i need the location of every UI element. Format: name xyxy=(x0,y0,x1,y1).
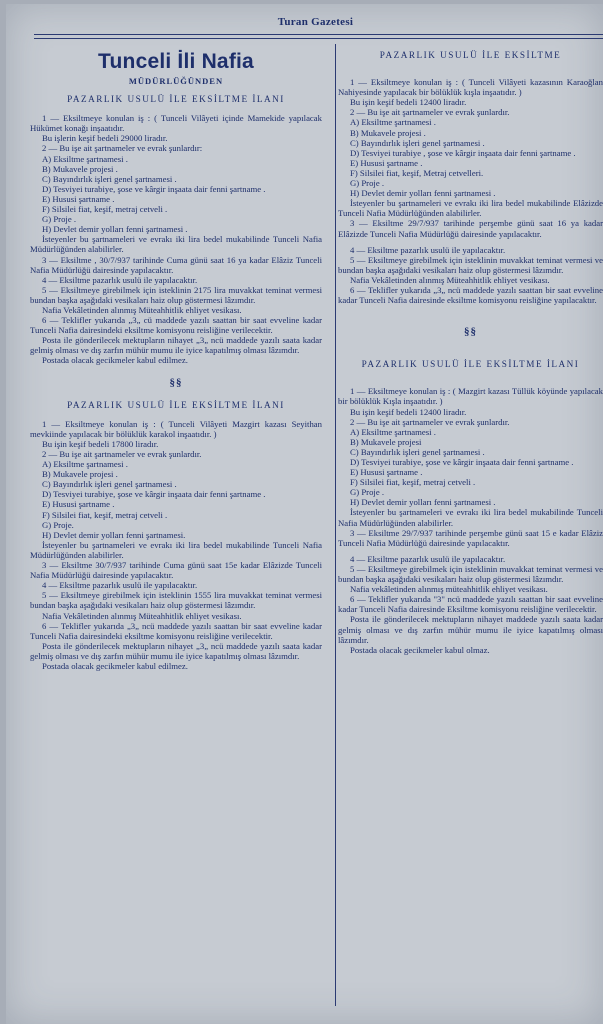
list-item: B) Mukavele projesi . xyxy=(350,127,426,138)
paragraph: 1 — Eksiltmeye konulan iş : ( Tunceli Vilâyeti içinde Mamekide yapılacak Hükümet konağı inşaatıdır. xyxy=(30,113,322,134)
list-item: B) Mukavele projesi . xyxy=(42,469,118,480)
paragraph: 2 — Bu işe ait şartnameler ve evrak şunlardır: xyxy=(42,143,203,154)
list-item: G) Proje. xyxy=(42,519,74,530)
list-item: E) Hususi şartname . xyxy=(42,499,115,510)
paragraph: 3 — Eksiltme 30/7/937 tarihinde Cuma günü saat 15e kadar Elâzizde Tunceli Nafia Müdürlüğü dairesinde yapılacaktır. xyxy=(30,560,322,581)
paragraph: Nafia Vekâletinden alınmış Müteahhitlik ehliyet vesikası. xyxy=(42,610,242,621)
paragraph: Nafia vekâletinden alınmış müteahhitlik ehliyet vesikası. xyxy=(350,584,548,595)
paragraph: İsteyenler bu şartnameleri ve evrakı iki lira bedel mukabilinde Tunceli Nafia Müdürlüğünden alabilirler. xyxy=(338,507,603,528)
paragraph: 4 — Eksiltme pazarlık usulü ile yapılacaktır. xyxy=(42,274,198,285)
paragraph: Bu işlerin keşif bedeli 29000 liradır. xyxy=(42,133,168,144)
notice-3 xyxy=(338,50,603,305)
paragraph: İsteyenler bu şartnameleri ve evrakı iki lira bedel mukabilinde Tunceli Nafia Müdürlüğünden alabilirler. xyxy=(30,539,322,560)
list-item: A) Eksiltme şartnamesi . xyxy=(42,459,128,470)
left-column xyxy=(30,44,322,1009)
section-separator: §§ xyxy=(169,376,183,389)
notice-heading: PAZARLIK USULÜ İLE EKSİLTME İLANI xyxy=(67,94,285,105)
list-item: C) Bayındırlık işleri genel şartnamesi . xyxy=(350,137,485,148)
notice-heading: PAZARLIK USULÜ İLE EKSİLTME xyxy=(379,50,562,60)
paragraph: 3 — Eksiltme , 30/7/937 tarihinde Cuma günü saat 16 ya kadar Elâziz Tunceli Nafia Müdürlüğü dairesinde yapılacaktır. xyxy=(30,254,322,275)
paragraph: Posta ile gönderilecek mektupların nihayet maddede yazılı saata kadar gelmiş olması ve dış zarfın mühür mumu ile iyice kapatılmış olması lâzımdır. xyxy=(338,614,603,645)
list-item: F) Silsilei fiat, keşif, Metraj cetvelleri. xyxy=(350,167,484,178)
paragraph: Bu işin keşif bedeli 12400 liradır. xyxy=(350,97,467,108)
notice-title: Tunceli İli Nafia xyxy=(98,50,254,73)
list-item: D) Tesviyei turabiye , şose ve kârgir inşaata dair fenni şartname . xyxy=(350,147,576,158)
list-item: C) Bayındırlık işleri genel şartnamesi . xyxy=(42,173,177,184)
paragraph: 5 — Eksiltmeye girebilmek için isteklinin 1555 lira muvakkat teminat vermesi bundan başka aşağıdaki vesikaları haiz olup göstermesi lâzımdır. xyxy=(30,590,322,611)
paragraph: Postada olacak gecikmeler kabul edilmez. xyxy=(42,660,188,671)
masthead-rule xyxy=(34,34,603,35)
paragraph: İsteyenler bu şartnameleri ve evrakı iki lira bedel mukabilinde Elâzizde Tunceli Nafia Müdürlüğünden alabilirler. xyxy=(338,198,603,219)
paragraph: 1 — Eksiltmeye konulan iş : ( Mazgirt kazası Tüllük köyünde yapılacak bir bölüklük Kışla inşaatıdır. ) xyxy=(338,386,603,407)
list-item: G) Proje . xyxy=(350,487,385,498)
paragraph: 4 — Eksiltme pazarlık usulü ile yapılacaktır. xyxy=(350,244,506,255)
notice-4 xyxy=(338,359,603,655)
list-item: H) Devlet demir yolları fenni şartnamesi . xyxy=(350,497,496,508)
list-item: D) Tesviyei turabiye, şose ve kârgir inşaata dair fenni şartname . xyxy=(42,489,266,500)
list-item: D) Tesviyei turabiye, şose ve kârgir inşaata dair fenni şartname . xyxy=(42,183,266,194)
notice-2 xyxy=(30,400,322,671)
paragraph: 5 — Eksiltmeye girebilmek için isteklinin muvakkat teminat vermesi ve bundan başka aşağıdaki vesikaları haiz olup göstermesi lâzımdır. xyxy=(338,254,603,275)
paragraph: İsteyenler bu şartnameleri ve evrakı iki lira bedel mukabilinde Tunceli Nafia Müdürlüğünden alabilirler. xyxy=(30,234,322,255)
notice-1 xyxy=(30,94,322,365)
paragraph: Posta ile gönderilecek mektupların nihayet „3„ ncü maddede yazılı saata kadar gelmiş olması ve dış zarfın mühür mumu ile iyice kapatılmış olması lâzımdır. xyxy=(30,335,322,356)
notice-heading: PAZARLIK USULÜ İLE EKSİLTME İLANI xyxy=(67,399,285,410)
paragraph: Bu işin keşif bedeli 12400 liradır. xyxy=(350,406,467,417)
list-item: A) Eksiltme şartnamesi . xyxy=(42,153,128,164)
masthead-rule-2 xyxy=(34,38,603,39)
list-item: H) Devlet demir yolları fenni şartnamesi. xyxy=(42,529,186,540)
paragraph: Nafia Vekâletinden alınmış Müteahhitlik ehliyet vesikası. xyxy=(350,274,550,285)
notice-subtitle: MÜDÜRLÜĞÜNDEN xyxy=(128,76,224,86)
section-separator: §§ xyxy=(464,326,477,339)
list-item: E) Hususi şartname . xyxy=(350,157,423,168)
list-item: E) Hususi şartname . xyxy=(350,467,423,478)
newspaper-masthead: Turan Gazetesi xyxy=(277,16,354,28)
list-item: C) Bayındırlık işleri genel şartnamesi . xyxy=(350,446,485,457)
column-divider xyxy=(335,44,336,1006)
paragraph: Postada olacak gecikmeler kabul edilmez. xyxy=(42,355,188,366)
paragraph: 1 — Eksiltmeye konulan iş : ( Tunceli Vilâyeti Mazgirt kazası Seyithan mevkiinde yapılacak bir bölüklük karakol inşaatıdır. ) xyxy=(30,418,322,439)
notice-heading: PAZARLIK USULÜ İLE EKSİLTME İLANI xyxy=(361,359,580,370)
paragraph: 2 — Bu işe ait şartnameler ve evrak şunlardır. xyxy=(350,416,510,427)
list-item: G) Proje . xyxy=(350,178,385,189)
list-item: A) Eksiltme şartnamesi . xyxy=(350,426,436,437)
paragraph: 3 — Eksiltme 29/7/937 tarihinde perşembe günü saat 15 e kadar Elâziz Tunceli Nafia Müdürlüğü dairesinde yapılacaktır. xyxy=(338,527,603,548)
paragraph: Bu işin keşif bedeli 17800 liradır. xyxy=(42,438,159,449)
paragraph: 5 — Eksiltmeye girebilmek için isteklinin muvakkat teminat vermesi ve bundan başka aşağıdaki vesikaları haiz olup göstermesi lâzımdır. xyxy=(338,563,603,585)
list-item: D) Tesviyei turabiye, şose ve kârgir inşaata dair fenni şartname . xyxy=(350,457,574,467)
list-item: C) Bayındırlık işleri genel şartnamesi . xyxy=(42,479,177,490)
right-column xyxy=(338,44,603,1009)
paragraph: 6 — Teklifler yukarıda „3„ ncü maddede yazılı saattan bir saat evveline kadar Tunceli Nafia dairesinde eksiltme komisyonu reisliğine yapılacaktır. xyxy=(338,284,603,306)
list-item: H) Devlet demir yolları fenni şartnamesi . xyxy=(350,188,496,199)
paragraph: 6 — Teklifler yukarıda "3" ncü maddede yazılı saattan bir saat evveline kadar Tunceli Nafia dairesinde Eksiltme komisyonu reisliğine verilecektir. xyxy=(338,594,603,615)
list-item: F) Silsilei fiat, keşif, metraj cetveli . xyxy=(350,477,476,488)
paragraph: 6 — Teklifler yukarıda „3„ ncü maddede yazılı saattan bir saat evveline kadar Tunceli Nafia dairesindeki eksiltme komisyonu reisliğine verilecektir. xyxy=(30,620,322,641)
list-item: A) Eksiltme şartnamesi . xyxy=(350,117,436,128)
list-item: G) Proje . xyxy=(42,214,77,225)
paragraph: 4 — Eksiltme pazarlık usulü ile yapılacaktır. xyxy=(42,580,198,591)
paragraph: Posta ile gönderilecek mektupların nihayet „3„ ncü maddede yazılı saata kadar gelmiş olması ve dış zarfın mühür mumu ile iyice kapatılmış olması lâzımdır. xyxy=(30,640,322,661)
list-item: F) Silsilei fiat, keşif, metraj cetveli . xyxy=(42,509,168,520)
list-item: F) Silsilei fiat, keşif, metraj cetveli . xyxy=(42,204,168,215)
paragraph: 2 — Bu işe ait şartnameler ve evrak şunlardır. xyxy=(350,107,510,118)
list-item: E) Hususi şartname . xyxy=(42,193,115,204)
paragraph: Postada olacak gecikmeler kabul olmaz. xyxy=(350,644,490,655)
paragraph: 6 — Teklifler yukarıda „3„ cü maddede yazılı saattan bir saat evveline kadar Tunceli Nafia dairesindeki eksiltme komisyonu reisliğine verilecektir. xyxy=(30,315,322,336)
paragraph: 1 — Eksiltmeye konulan iş : ( Tunceli Vilâyeti kazasının Karaoğlan Nahiyesinde yapılacak bir bölüklük kışla inşaatıdır. ) xyxy=(338,77,603,98)
paragraph: 3 — Eksiltme 29/7/937 tarihinde perşembe günü saat 16 ya kadar Elâzizde Tunceli Nafia Müdürlüğü dairesinde yapılacaktır. xyxy=(338,218,603,239)
paragraph: 2 — Bu işe ait şartnameler ve evrak şunlardır. xyxy=(42,449,202,459)
paragraph: Nafia Vekâletinden alınmış Müteahhitlik ehliyet vesikası. xyxy=(42,304,242,315)
list-item: B) Mukavele projesi xyxy=(350,436,422,447)
list-item: H) Devlet demir yolları fenni şartnamesi . xyxy=(42,224,188,235)
paragraph: 5 — Eksiltmeye girebilmek için isteklinin 2175 lira muvakkat teminat vermesi bundan başka aşağıdaki vesikaları haiz olup göstermesi lâzımdır. xyxy=(30,284,322,305)
list-item: B) Mukavele projesi . xyxy=(42,163,118,174)
paragraph: 4 — Eksiltme pazarlık usulü ile yapılacaktır. xyxy=(350,553,506,564)
